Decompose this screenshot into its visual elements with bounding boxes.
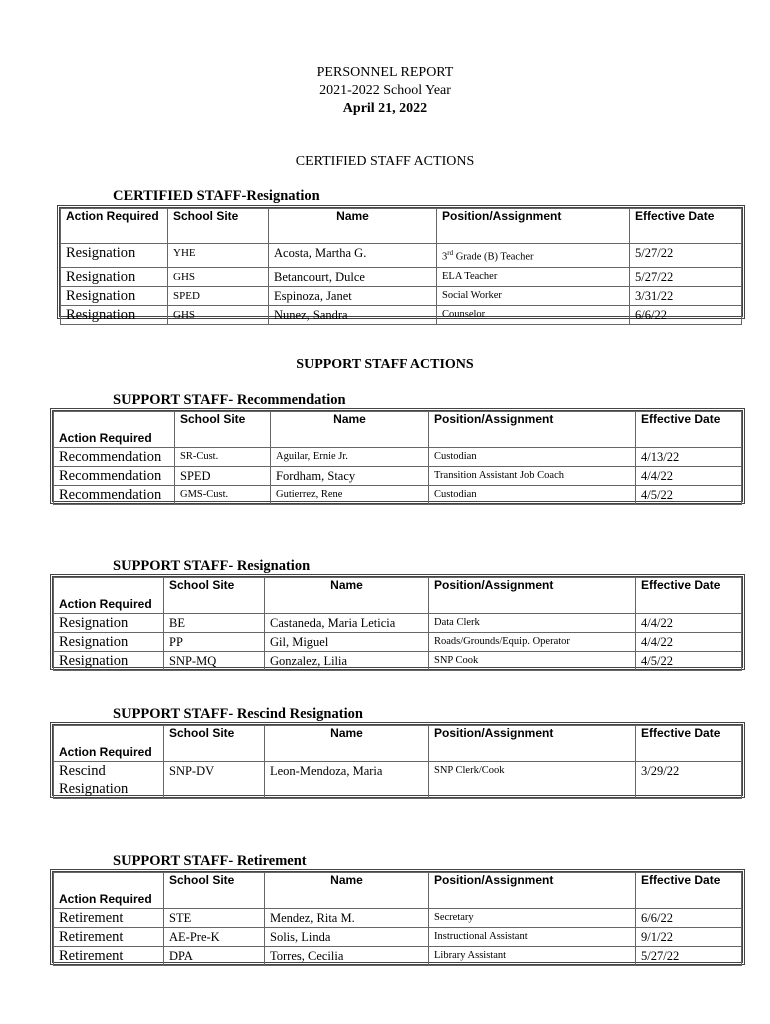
col-action-required: Action Required <box>54 873 164 909</box>
col-position: Position/Assignment <box>437 209 630 244</box>
position-cell: Data Clerk <box>429 614 636 633</box>
position-cell: Library Assistant <box>429 947 636 966</box>
site-cell: PP <box>164 633 265 652</box>
support-rescind-table <box>50 722 745 798</box>
position-cell: Instructional Assistant <box>429 928 636 947</box>
date-cell: 6/6/22 <box>636 909 742 928</box>
table-row <box>54 448 742 467</box>
date-cell: 5/27/22 <box>630 244 742 268</box>
site-cell: SNP-MQ <box>164 652 265 671</box>
name-cell: Leon-Mendoza, Maria <box>265 762 429 799</box>
name-cell: Torres, Cecilia <box>265 947 429 966</box>
col-position: Position/Assignment <box>429 412 636 448</box>
col-school-site: School Site <box>164 726 265 762</box>
date-cell: 5/27/22 <box>630 267 742 286</box>
col-school-site: School Site <box>168 209 269 244</box>
col-effective-date: Effective Date <box>636 578 742 614</box>
position-cell: Transition Assistant Job Coach <box>429 467 636 486</box>
action-cell: Resignation <box>54 614 164 633</box>
table-row <box>54 467 742 486</box>
position-cell: SNP Clerk/Cook <box>429 762 636 799</box>
action-cell: Recommendation <box>54 467 175 486</box>
table-row <box>61 244 742 268</box>
action-cell: Resignation <box>61 305 168 324</box>
table-row <box>54 652 742 671</box>
support-recommendation-title: SUPPORT STAFF- Recommendation <box>113 392 346 408</box>
name-cell: Gonzalez, Lilia <box>265 652 429 671</box>
position-cell: Secretary <box>429 909 636 928</box>
site-cell: SR-Cust. <box>175 448 271 467</box>
report-title: PERSONNEL REPORT <box>316 65 454 80</box>
col-action-required: Action Required <box>61 209 168 244</box>
action-cell: Resignation <box>61 244 168 268</box>
action-cell: Resignation <box>54 652 164 671</box>
date-cell: 9/1/22 <box>636 928 742 947</box>
date-cell: 3/29/22 <box>636 762 742 799</box>
date-cell: 4/4/22 <box>636 614 742 633</box>
site-cell: AE-Pre-K <box>164 928 265 947</box>
col-name: Name <box>265 873 429 909</box>
date-cell: 4/5/22 <box>636 652 742 671</box>
site-cell: GMS-Cust. <box>175 486 271 505</box>
site-cell: STE <box>164 909 265 928</box>
position-cell: Counselor <box>437 305 630 324</box>
support-resignation-title: SUPPORT STAFF- Resignation <box>113 558 311 574</box>
date-cell: 4/5/22 <box>636 486 742 505</box>
action-cell: Rescind Resignation <box>54 762 164 799</box>
ordinal-suffix: rd <box>447 249 454 257</box>
name-cell: Nunez, Sandra <box>269 305 437 324</box>
date-cell: 6/6/22 <box>630 305 742 324</box>
date-cell: 4/13/22 <box>636 448 742 467</box>
name-cell: Gutierrez, Rene <box>271 486 429 505</box>
table-header-row <box>54 578 742 614</box>
position-cell: Roads/Grounds/Equip. Operator <box>429 633 636 652</box>
table-row <box>61 305 742 324</box>
name-cell: Gil, Miguel <box>265 633 429 652</box>
support-recommendation-table <box>50 408 745 504</box>
table-header-row <box>54 873 742 909</box>
col-effective-date: Effective Date <box>636 726 742 762</box>
col-name: Name <box>265 578 429 614</box>
position-cell: ELA Teacher <box>437 267 630 286</box>
certified-resignation-title: CERTIFIED STAFF-Resignation <box>113 188 320 204</box>
table-row <box>54 633 742 652</box>
date-cell: 5/27/22 <box>636 947 742 966</box>
site-cell: GHS <box>168 267 269 286</box>
col-position: Position/Assignment <box>429 873 636 909</box>
position-text: Grade (B) Teacher <box>453 251 534 263</box>
position-cell <box>437 244 630 268</box>
certified-resignation-table <box>57 205 745 323</box>
action-cell: Resignation <box>54 633 164 652</box>
date-cell: 3/31/22 <box>630 286 742 305</box>
action-cell: Resignation <box>61 286 168 305</box>
school-year: 2021-2022 School Year <box>319 83 451 98</box>
col-name: Name <box>269 209 437 244</box>
site-cell: YHE <box>168 244 269 268</box>
table-row <box>54 486 742 505</box>
col-school-site: School Site <box>164 873 265 909</box>
table-row <box>54 928 742 947</box>
col-action-required: Action Required <box>54 578 164 614</box>
action-cell: Retirement <box>54 947 164 966</box>
col-name: Name <box>265 726 429 762</box>
action-cell: Retirement <box>54 909 164 928</box>
table-row <box>61 286 742 305</box>
site-cell: SPED <box>175 467 271 486</box>
name-cell: Espinoza, Janet <box>269 286 437 305</box>
col-school-site: School Site <box>164 578 265 614</box>
certified-staff-heading: CERTIFIED STAFF ACTIONS <box>295 154 475 169</box>
col-effective-date: Effective Date <box>636 873 742 909</box>
name-cell: Acosta, Martha G. <box>269 244 437 268</box>
table-header-row <box>54 726 742 762</box>
col-effective-date: Effective Date <box>630 209 742 244</box>
table-row <box>54 762 742 799</box>
col-position: Position/Assignment <box>429 726 636 762</box>
name-cell: Castaneda, Maria Leticia <box>265 614 429 633</box>
ordinal-number: 3 <box>442 251 448 263</box>
action-cell: Recommendation <box>54 448 175 467</box>
col-position: Position/Assignment <box>429 578 636 614</box>
table-row <box>54 909 742 928</box>
date-cell: 4/4/22 <box>636 633 742 652</box>
report-date: April 21, 2022 <box>342 101 428 116</box>
action-cell: Retirement <box>54 928 164 947</box>
site-cell: GHS <box>168 305 269 324</box>
name-cell: Betancourt, Dulce <box>269 267 437 286</box>
support-rescind-title: SUPPORT STAFF- Rescind Resignation <box>113 706 363 722</box>
action-cell: Recommendation <box>54 486 175 505</box>
col-school-site: School Site <box>175 412 271 448</box>
col-effective-date: Effective Date <box>636 412 742 448</box>
table-header-row <box>54 412 742 448</box>
name-cell: Mendez, Rita M. <box>265 909 429 928</box>
table-row <box>54 947 742 966</box>
name-cell: Fordham, Stacy <box>271 467 429 486</box>
site-cell: SNP-DV <box>164 762 265 799</box>
action-cell: Resignation <box>61 267 168 286</box>
col-name: Name <box>271 412 429 448</box>
position-cell: Social Worker <box>437 286 630 305</box>
position-cell: Custodian <box>429 486 636 505</box>
site-cell: BE <box>164 614 265 633</box>
col-action-required: Action Required <box>54 412 175 448</box>
support-retirement-title: SUPPORT STAFF- Retirement <box>113 853 307 869</box>
support-resignation-table <box>50 574 745 670</box>
site-cell: SPED <box>168 286 269 305</box>
table-header-row <box>61 209 742 244</box>
site-cell: DPA <box>164 947 265 966</box>
position-cell: Custodian <box>429 448 636 467</box>
table-row <box>61 267 742 286</box>
date-cell: 4/4/22 <box>636 467 742 486</box>
table-row <box>54 614 742 633</box>
col-action-required: Action Required <box>54 726 164 762</box>
support-staff-heading: SUPPORT STAFF ACTIONS <box>296 357 474 372</box>
name-cell: Aguilar, Ernie Jr. <box>271 448 429 467</box>
name-cell: Solis, Linda <box>265 928 429 947</box>
support-retirement-table <box>50 869 745 965</box>
position-cell: SNP Cook <box>429 652 636 671</box>
